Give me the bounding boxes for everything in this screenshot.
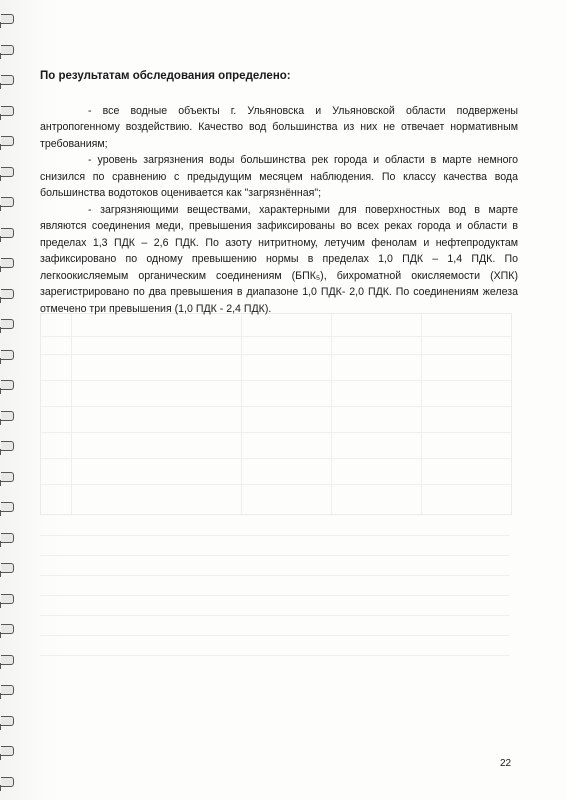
binding-ring (1, 502, 14, 512)
binding-ring (1, 411, 14, 421)
binding-ring (1, 441, 14, 451)
binding-ring (1, 319, 14, 329)
binding-ring (1, 258, 14, 268)
binding-ring (1, 228, 14, 238)
binding-ring (1, 167, 14, 177)
paragraph: - загрязняющими веществами, характерными для поверхностных вод в марте являются соединения меди, превышения зафиксированы во всех реках города и области в пределах 1,3 ПДК – 2,6 ПДК. По азоту нитритному, летучим фенолам и нефтепродуктам зафиксировано по одному превышению нормы в пределах 1,0 ПДК – 1,4 ПДК. По легкоокисляемым органическим соединениям (БПК₅), бихроматной окисляемости (ХПК) зарегистрировано по два превышения в диапазоне 1,0 ПДК- 2,0 ПДК. По соединениям железа отмечено три превышения (1,0 ПДК - 2,4 ПДК). (40, 203, 518, 315)
paragraph: - все водные объекты г. Ульяновска и Ульяновской области подвержены антропогенному воздействию. Качество вод большинства из них не отвечает нормативным требованиям; (40, 104, 518, 150)
binding-ring (1, 777, 14, 787)
binding-ring (1, 685, 14, 695)
binding-ring (1, 472, 14, 482)
bleed-through-table (40, 313, 512, 515)
binding-ring (1, 716, 14, 726)
binding-ring (1, 563, 14, 573)
binding-ring (1, 289, 14, 299)
page-number: 22 (500, 758, 512, 769)
paragraph: - уровень загрязнения воды большинства рек города и области в марте немного снизился по сравнению с предыдущим месяцем наблюдения. По классу качества вода большинства водотоков оценивается как "загрязнённая"; (40, 154, 518, 199)
binding-ring (1, 624, 14, 634)
spiral-binding (0, 0, 20, 800)
binding-ring (1, 594, 14, 604)
binding-ring (1, 350, 14, 360)
bleed-through-text (40, 535, 510, 675)
binding-ring (1, 136, 14, 146)
binding-ring (1, 197, 14, 207)
binding-ring (1, 75, 14, 85)
document-body (40, 68, 518, 317)
binding-ring (1, 746, 14, 756)
binding-ring (1, 533, 14, 543)
binding-ring (1, 380, 14, 390)
binding-ring (1, 45, 14, 55)
binding-ring (1, 14, 14, 24)
binding-ring (1, 106, 14, 116)
binding-ring (1, 655, 14, 665)
section-heading: По результатам обследования определено: (40, 70, 291, 82)
